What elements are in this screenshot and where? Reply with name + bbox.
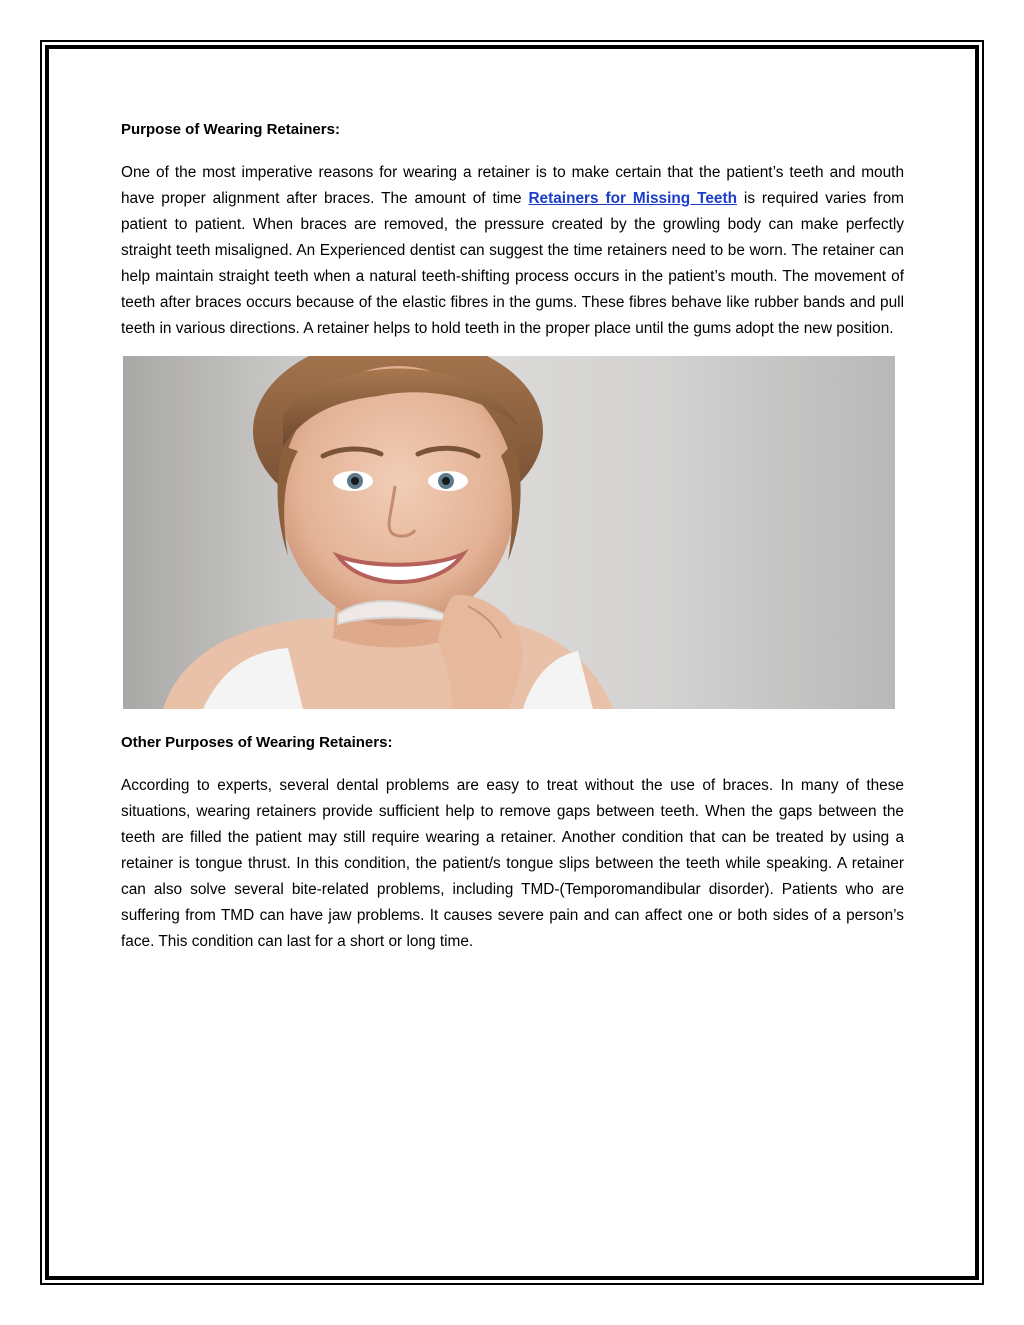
retainers-link[interactable]: Retainers for Missing Teeth <box>528 190 737 207</box>
document-content <box>121 118 904 955</box>
section-paragraph-other-purposes: According to experts, several dental problems are easy to treat without the use of braces. In many of these situations, wearing retainers provide sufficient help to remove gaps between teeth. When the gaps between the teeth are filled the patient may still require wearing a retainer. Another condition that can be treated by using a retainer is tongue thrust. In this condition, the patient/s tongue slips between the teeth while speaking. A retainer can also solve several bite-related problems, including TMD-(Temporomandibular disorder). Patients who are suffering from TMD can have jaw problems. It causes severe pain and can affect one or both sides of a person’s face. This condition can last for a short or long time. <box>121 777 904 950</box>
paragraph-text-before-link: One of the most imperative reasons for wearing a retainer is to make certain that the patient’s teeth and mouth have proper alignment after braces. The amount of time <box>121 164 904 207</box>
section-paragraph-purpose <box>121 160 904 342</box>
paragraph-text-after-link: is required varies from patient to patient. When braces are removed, the pressure created by the growling body can make perfectly straight teeth misaligned. An Experienced dentist can suggest the time retainers need to be worn. The retainer can help maintain straight teeth when a natural teeth-shifting process occurs in the patient’s mouth. The movement of teeth after braces occurs because of the elastic fibres in the gums. These fibres behave like rubber bands and pull teeth in various directions. A retainer helps to hold teeth in the proper place until the gums adopt the new position. <box>121 190 905 337</box>
section-heading-purpose: Purpose of Wearing Retainers: <box>121 121 340 138</box>
retainer-photo <box>123 356 895 709</box>
woman-holding-retainer-illustration <box>123 356 895 709</box>
section-heading-other-purposes: Other Purposes of Wearing Retainers: <box>121 734 393 751</box>
